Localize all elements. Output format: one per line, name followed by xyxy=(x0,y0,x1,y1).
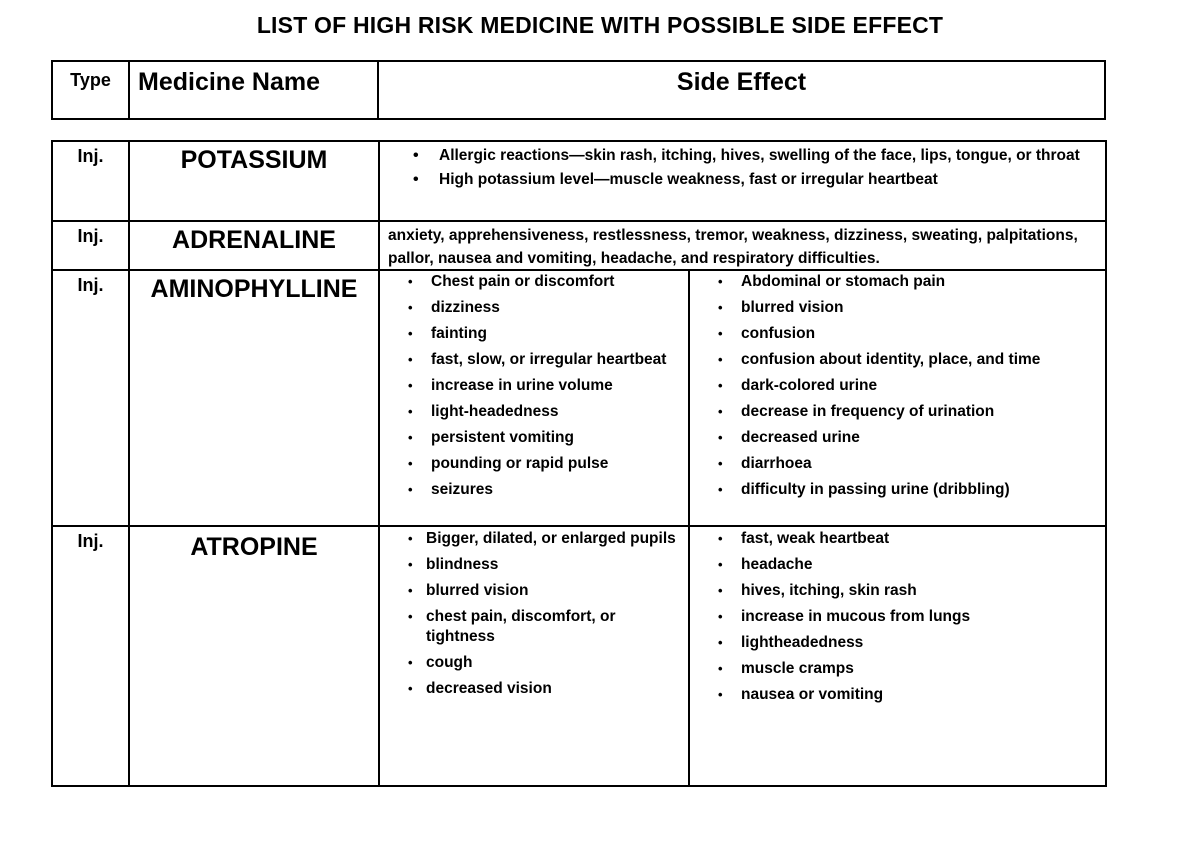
list-item: • dark-colored urine xyxy=(690,376,1105,396)
type-cell: Inj. xyxy=(53,527,130,785)
list-item: • confusion xyxy=(690,324,1105,344)
page-title: LIST OF HIGH RISK MEDICINE WITH POSSIBLE SIDE EFFECT xyxy=(256,12,944,38)
side-effect-list-right xyxy=(690,272,1105,500)
table-row-atropine xyxy=(53,527,1105,785)
list-item: • dizziness xyxy=(380,298,688,318)
medicine-table xyxy=(51,140,1107,787)
list-item: • pounding or rapid pulse xyxy=(380,454,688,474)
side-effect-cell xyxy=(380,222,1105,269)
medicine-name-cell: ADRENALINE xyxy=(130,222,380,269)
list-item: • Abdominal or stomach pain xyxy=(690,272,1105,292)
list-item: • confusion about identity, place, and time xyxy=(690,350,1105,370)
header-side-effect: Side Effect xyxy=(676,68,807,96)
table-row-adrenaline xyxy=(53,222,1105,271)
side-effect-cell xyxy=(380,142,1105,220)
list-item: • increase in mucous from lungs xyxy=(690,607,1105,627)
list-item: • blurred vision xyxy=(690,298,1105,318)
type-cell: Inj. xyxy=(53,271,130,525)
header-medicine-name: Medicine Name xyxy=(130,62,379,118)
table-row-potassium xyxy=(53,142,1105,222)
list-item: • light-headedness xyxy=(380,402,688,422)
list-item: • decreased urine xyxy=(690,428,1105,448)
side-effect-text: anxiety, apprehensiveness, restlessness, tremor, weakness, dizziness, sweating, palpitations, pallor, nausea and vomiting, headache, and respiratory difficulties. xyxy=(388,227,1078,267)
list-item: • cough xyxy=(380,653,688,673)
medicine-name-cell: AMINOPHYLLINE xyxy=(130,271,380,525)
list-item: • Allergic reactions—skin rash, itching, hives, swelling of the face, lips, tongue, or throat xyxy=(380,144,1105,168)
type-cell: Inj. xyxy=(53,142,130,220)
list-item: • chest pain, discomfort, or tightness xyxy=(380,607,688,647)
table-row-aminophylline xyxy=(53,271,1105,527)
list-item: • blindness xyxy=(380,555,688,575)
list-item: • High potassium level—muscle weakness, fast or irregular heartbeat xyxy=(380,168,1105,192)
list-item: • nausea or vomiting xyxy=(690,685,1105,705)
list-item: • increase in urine volume xyxy=(380,376,688,396)
side-effect-list-left xyxy=(380,272,688,500)
list-item: • diarrhoea xyxy=(690,454,1105,474)
side-effect-list-left xyxy=(380,529,688,699)
list-item: • fainting xyxy=(380,324,688,344)
list-item: • seizures xyxy=(380,480,688,500)
list-item: • fast, weak heartbeat xyxy=(690,529,1105,549)
list-item: • Chest pain or discomfort xyxy=(380,272,688,292)
side-effect-right-cell xyxy=(690,271,1105,525)
list-item: • decreased vision xyxy=(380,679,688,699)
side-effect-list-right xyxy=(690,529,1105,705)
list-item: • persistent vomiting xyxy=(380,428,688,448)
medicine-name-cell: POTASSIUM xyxy=(130,142,380,220)
list-item: • hives, itching, skin rash xyxy=(690,581,1105,601)
medicine-name-cell: ATROPINE xyxy=(130,527,380,785)
type-cell: Inj. xyxy=(53,222,130,269)
list-item: • difficulty in passing urine (dribbling) xyxy=(690,480,1105,500)
side-effect-right-cell xyxy=(690,527,1105,785)
side-effect-left-cell xyxy=(380,271,690,525)
list-item: • decrease in frequency of urination xyxy=(690,402,1105,422)
list-item: • lightheadedness xyxy=(690,633,1105,653)
list-item: • blurred vision xyxy=(380,581,688,601)
side-effect-list xyxy=(380,144,1105,192)
header-type: Type xyxy=(53,62,130,118)
list-item: • muscle cramps xyxy=(690,659,1105,679)
list-item: • Bigger, dilated, or enlarged pupils xyxy=(380,529,688,549)
list-item: • fast, slow, or irregular heartbeat xyxy=(380,350,688,370)
side-effect-left-cell xyxy=(380,527,690,785)
header-table xyxy=(51,60,1106,120)
list-item: • headache xyxy=(690,555,1105,575)
